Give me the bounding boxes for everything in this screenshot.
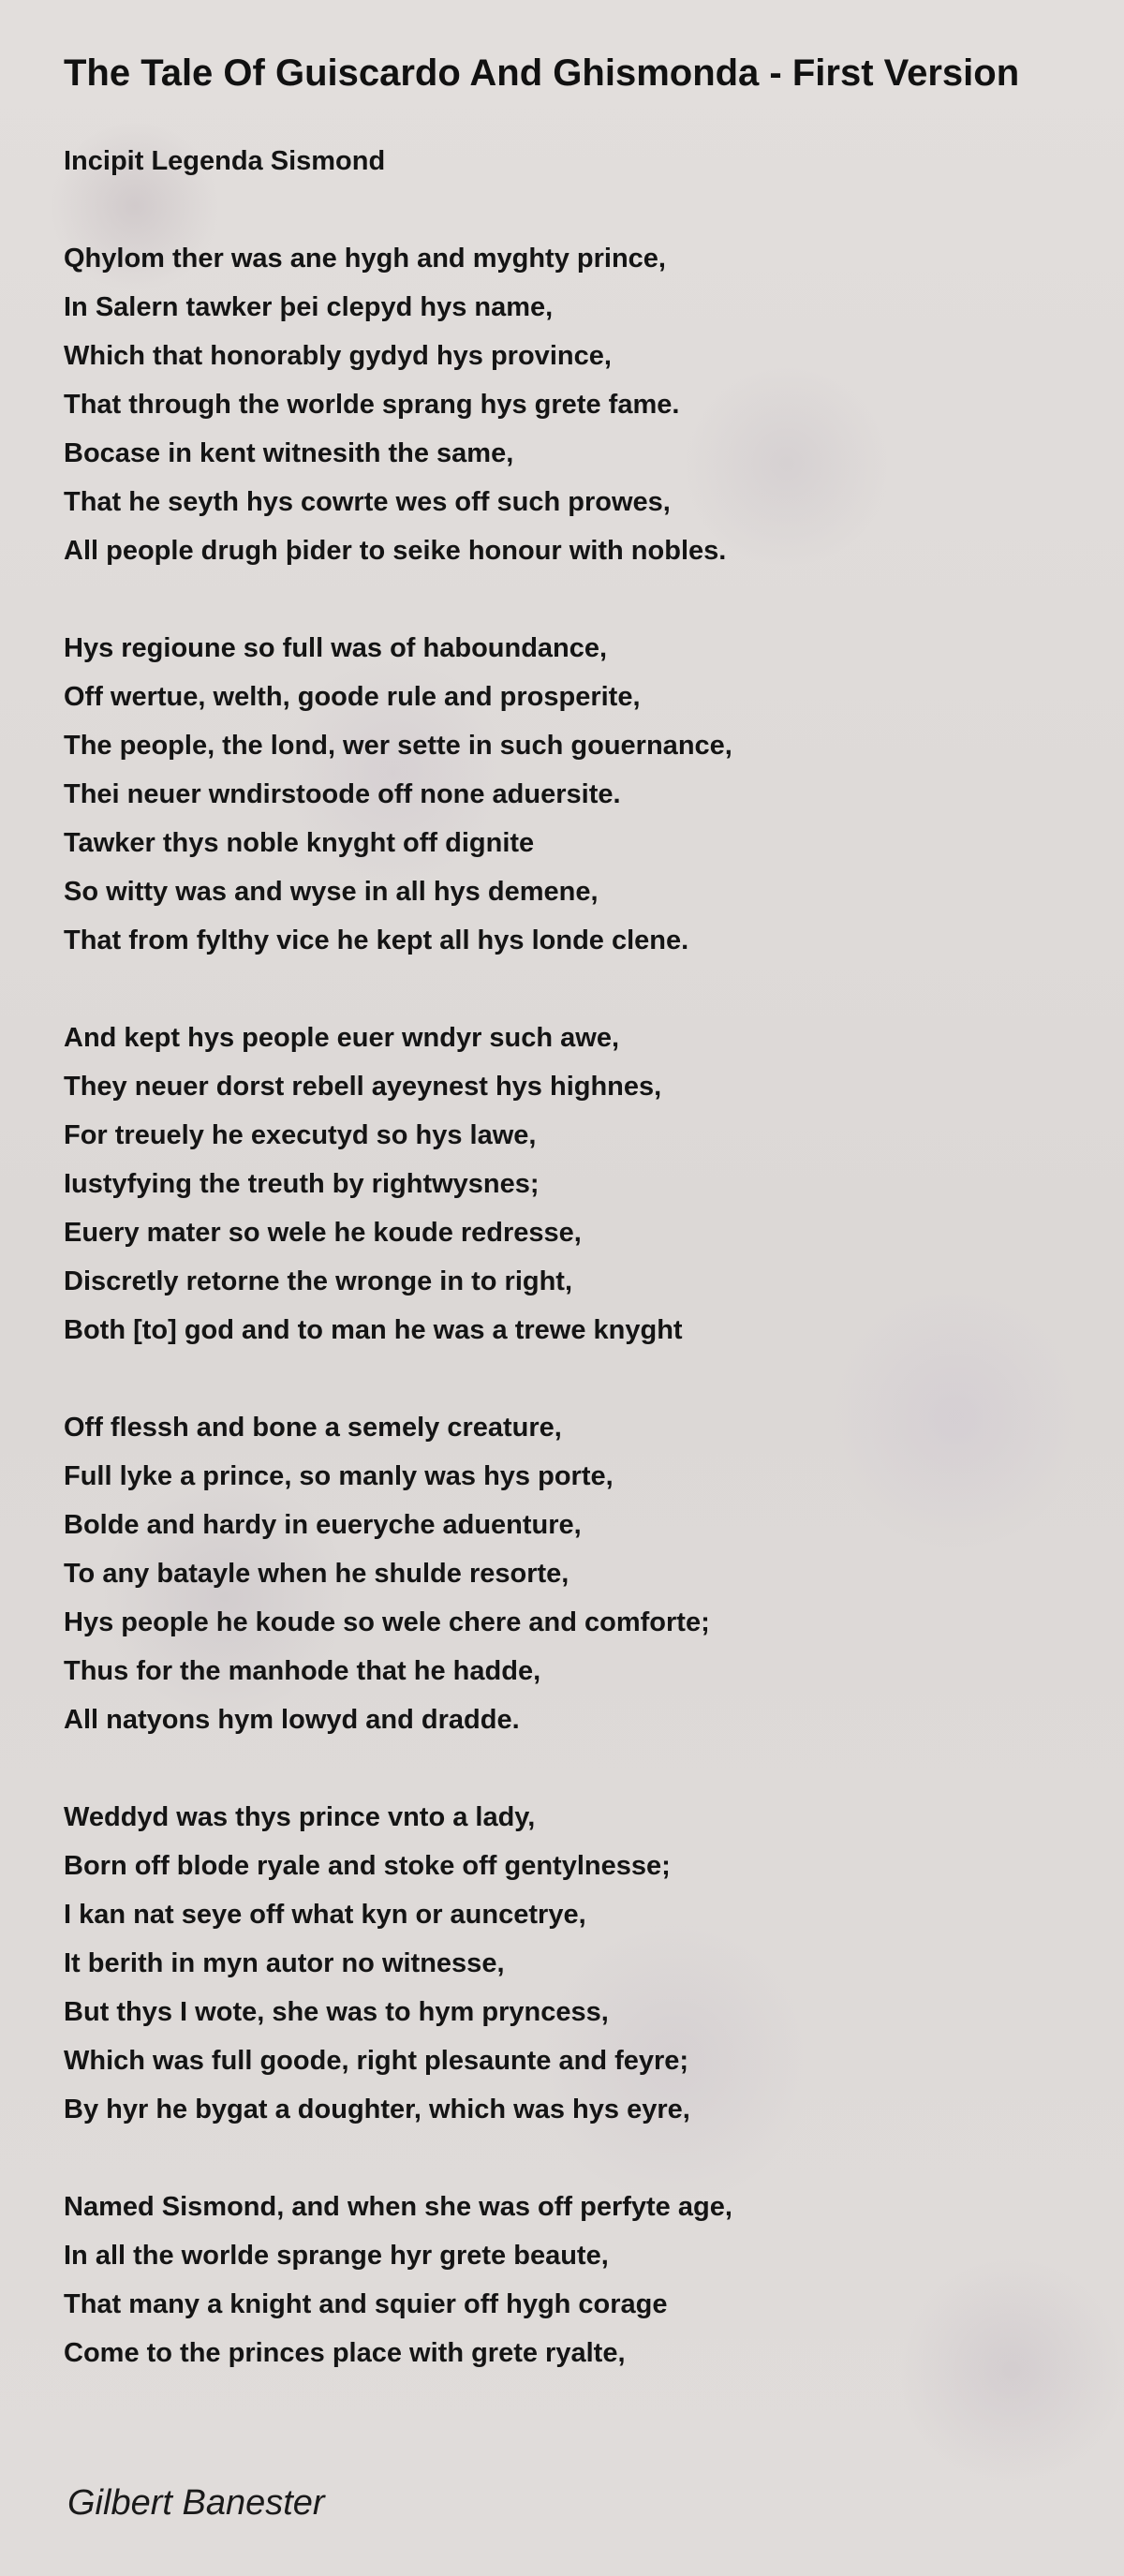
poem-line: Which that honorably gydyd hys province, bbox=[64, 341, 612, 371]
stanza-container bbox=[64, 234, 1075, 2377]
poem-line: Come to the princes place with grete ryalte, bbox=[64, 2338, 626, 2368]
stanza-gap bbox=[64, 1355, 1075, 1403]
poem-line: Both [to] god and to man he was a trewe knyght bbox=[64, 1315, 683, 1345]
poem-line: Bolde and hardy in eueryche aduenture, bbox=[64, 1510, 582, 1540]
poem-subtitle: Incipit Legenda Sismond bbox=[64, 146, 386, 176]
stanza-gap bbox=[64, 1744, 1075, 1793]
poem-line: Thei neuer wndirstoode off none aduersite. bbox=[64, 779, 621, 809]
poem-line: So witty was and wyse in all hys demene, bbox=[64, 877, 599, 907]
poem-line: Which was full goode, right plesaunte and feyre; bbox=[64, 2046, 689, 2076]
poem-line: To any batayle when he shulde resorte, bbox=[64, 1559, 569, 1589]
poem-stanza bbox=[64, 624, 1075, 965]
poem-stanza bbox=[64, 1403, 1075, 1744]
poem-line: Euery mater so wele he koude redresse, bbox=[64, 1218, 582, 1248]
poem-line: Born off blode ryale and stoke off gentylnesse; bbox=[64, 1851, 671, 1881]
author-signature: Gilbert Banester bbox=[67, 2483, 325, 2523]
poem-title: The Tale Of Guiscardo And Ghismonda - First Version bbox=[64, 52, 1020, 94]
stanza-gap bbox=[64, 2134, 1075, 2183]
poem-line: Qhylom ther was ane hygh and myghty prince, bbox=[64, 244, 666, 274]
poem-line: Tawker thys noble knyght off dignite bbox=[64, 828, 535, 858]
poem-line: That from fylthy vice he kept all hys londe clene. bbox=[64, 925, 689, 955]
poem-line: Named Sismond, and when she was off perfyte age, bbox=[64, 2192, 732, 2222]
poem-line: Bocase in kent witnesith the same, bbox=[64, 438, 514, 468]
poem-line: In Salern tawker þei clepyd hys name, bbox=[64, 292, 554, 322]
stanza-gap bbox=[64, 575, 1075, 624]
poem-line: Discretly retorne the wronge in to right, bbox=[64, 1266, 573, 1296]
poem-line: The people, the lond, wer sette in such gouernance, bbox=[64, 731, 732, 761]
poem-stanza bbox=[64, 234, 1075, 575]
stanza-gap bbox=[64, 965, 1075, 1014]
poem-line: Hys people he koude so wele chere and comforte; bbox=[64, 1607, 710, 1637]
poem-line: That through the worlde sprang hys grete fame. bbox=[64, 390, 680, 420]
stanza-gap bbox=[64, 185, 1075, 234]
poem-line: For treuely he executyd so hys lawe, bbox=[64, 1120, 537, 1150]
poem-line: I kan nat seye off what kyn or auncetrye, bbox=[64, 1900, 586, 1930]
poem-line: And kept hys people euer wndyr such awe, bbox=[64, 1023, 620, 1053]
poem-line: That many a knight and squier off hygh corage bbox=[64, 2289, 668, 2319]
poem-line: But thys I wote, she was to hym pryncess, bbox=[64, 1997, 609, 2027]
poem-line: It berith in myn autor no witnesse, bbox=[64, 1948, 505, 1978]
poem-line: Weddyd was thys prince vnto a lady, bbox=[64, 1802, 536, 1832]
poem-line: Full lyke a prince, so manly was hys porte, bbox=[64, 1461, 614, 1491]
poem-body bbox=[64, 137, 1075, 2377]
poem-line: Off flessh and bone a semely creature, bbox=[64, 1413, 562, 1443]
poem-stanza bbox=[64, 1793, 1075, 2134]
poem-line: Iustyfying the treuth by rightwysnes; bbox=[64, 1169, 540, 1199]
poem-line: They neuer dorst rebell ayeynest hys highnes, bbox=[64, 1072, 662, 1102]
poem-page bbox=[64, 49, 1075, 2377]
poem-line: Off wertue, welth, goode rule and prosperite, bbox=[64, 682, 641, 712]
poem-line: Hys regioune so full was of haboundance, bbox=[64, 633, 608, 663]
poem-line: By hyr he bygat a doughter, which was hys eyre, bbox=[64, 2095, 690, 2124]
poem-line: All natyons hym lowyd and dradde. bbox=[64, 1705, 520, 1735]
poem-line: That he seyth hys cowrte wes off such prowes, bbox=[64, 487, 671, 517]
poem-line: All people drugh þider to seike honour with nobles. bbox=[64, 536, 727, 566]
poem-line: Thus for the manhode that he hadde, bbox=[64, 1656, 541, 1686]
poem-stanza bbox=[64, 1014, 1075, 1355]
poem-line: In all the worlde sprange hyr grete beaute, bbox=[64, 2241, 609, 2271]
poem-stanza bbox=[64, 2183, 1075, 2377]
